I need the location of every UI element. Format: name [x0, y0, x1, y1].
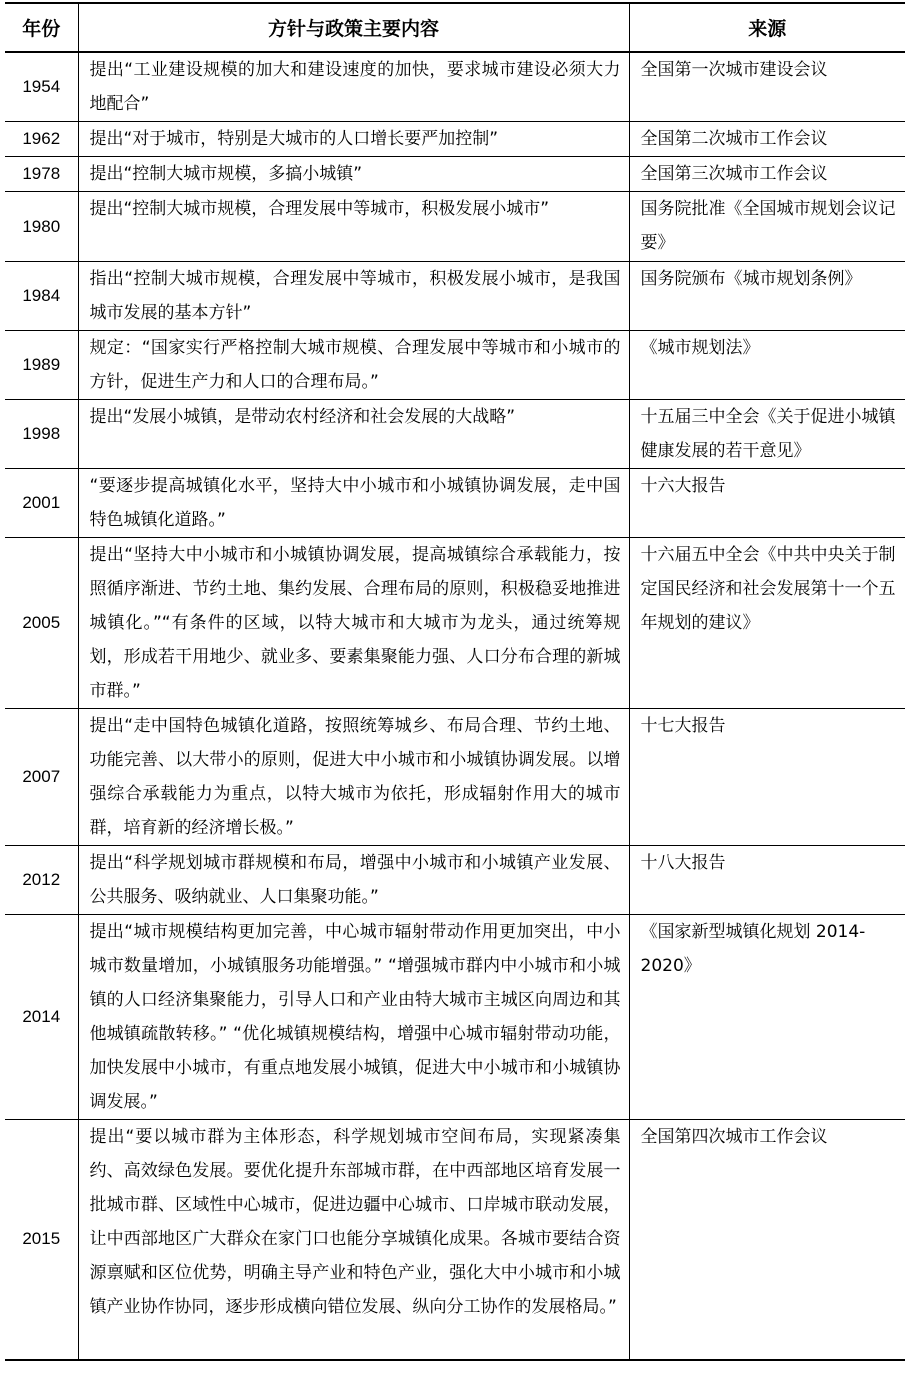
policy-content-cell: 提出“科学规划城市群规模和布局，增强中小城市和小城镇产业发展、公共服务、吸纳就业、人口集聚功能。”	[78, 846, 629, 915]
source-cell: 国务院颁布《城市规划条例》	[629, 262, 905, 331]
policy-content-cell: 提出“发展小城镇，是带动农村经济和社会发展的大战略”	[78, 400, 629, 469]
source-cell: 全国第一次城市建设会议	[629, 52, 905, 122]
year-cell: 1962	[5, 122, 78, 157]
policy-content-cell: 提出“走中国特色城镇化道路，按照统筹城乡、布局合理、节约土地、功能完善、以大带小的原则，促进大中小城市和小城镇协调发展。以增强综合承载能力为重点，以特大城市为依托，形成辐射作用大的城市群，培育新的经济增长极。”	[78, 709, 629, 846]
year-cell: 2005	[5, 538, 78, 709]
year-cell: 1989	[5, 331, 78, 400]
year-cell: 1980	[5, 192, 78, 262]
table-row	[5, 122, 905, 157]
table-row	[5, 1120, 905, 1360]
policy-content-cell: 提出“要以城市群为主体形态，科学规划城市空间布局，实现紧凑集约、高效绿色发展。要优化提升东部城市群，在中西部地区培育发展一批城市群、区域性中心城市，促进边疆中心城市、口岸城市联动发展，让中西部地区广大群众在家门口也能分享城镇化成果。各城市要结合资源禀赋和区位优势，明确主导产业和特色产业，强化大中小城市和小城镇产业协作协同，逐步形成横向错位发展、纵向分工协作的发展格局。”	[78, 1120, 629, 1360]
source-cell: 十七大报告	[629, 709, 905, 846]
policy-content-cell: 规定：“国家实行严格控制大城市规模、合理发展中等城市和小城市的方针，促进生产力和人口的合理布局。”	[78, 331, 629, 400]
source-cell: 全国第三次城市工作会议	[629, 157, 905, 192]
table-row	[5, 192, 905, 262]
table-row	[5, 331, 905, 400]
table-row	[5, 262, 905, 331]
source-cell: 全国第二次城市工作会议	[629, 122, 905, 157]
policy-content-cell: 提出“城市规模结构更加完善，中心城市辐射带动作用更加突出，中小城市数量增加，小城镇服务功能增强。” “增强城市群内中小城市和小城镇的人口经济集聚能力，引导人口和产业由特大城市主城区向周边和其他城镇疏散转移。” “优化城镇规模结构，增强中心城市辐射带动功能，加快发展中小城市，有重点地发展小城镇，促进大中小城市和小城镇协调发展。”	[78, 915, 629, 1120]
table-row	[5, 469, 905, 538]
table-row	[5, 157, 905, 192]
table-row	[5, 538, 905, 709]
source-cell: 《城市规划法》	[629, 331, 905, 400]
policy-content-cell: 提出“坚持大中小城市和小城镇协调发展，提高城镇综合承载能力，按照循序渐进、节约土地、集约发展、合理布局的原则，积极稳妥地推进城镇化。”“有条件的区域，以特大城市和大城市为龙头，通过统筹规划，形成若干用地少、就业多、要素集聚能力强、人口分布合理的新城市群。”	[78, 538, 629, 709]
year-cell: 1978	[5, 157, 78, 192]
policy-content-cell: 提出“控制大城市规模，合理发展中等城市，积极发展小城市”	[78, 192, 629, 262]
source-cell: 十五届三中全会《关于促进小城镇健康发展的若干意见》	[629, 400, 905, 469]
year-column-header: 年份	[5, 3, 78, 52]
year-cell: 1998	[5, 400, 78, 469]
source-cell: 十六届五中全会《中共中央关于制定国民经济和社会发展第十一个五年规划的建议》	[629, 538, 905, 709]
year-cell: 2007	[5, 709, 78, 846]
source-cell: 十六大报告	[629, 469, 905, 538]
source-cell: 国务院批准《全国城市规划会议记要》	[629, 192, 905, 262]
source-cell: 全国第四次城市工作会议	[629, 1120, 905, 1360]
source-cell: 《国家新型城镇化规划 2014-2020》	[629, 915, 905, 1120]
policy-content-cell: “要逐步提高城镇化水平，坚持大中小城市和小城镇协调发展，走中国特色城镇化道路。”	[78, 469, 629, 538]
header-row	[5, 3, 905, 52]
source-cell: 十八大报告	[629, 846, 905, 915]
table-row	[5, 915, 905, 1120]
policy-content-cell: 提出“控制大城市规模，多搞小城镇”	[78, 157, 629, 192]
year-cell: 2012	[5, 846, 78, 915]
year-cell: 1984	[5, 262, 78, 331]
table-row	[5, 846, 905, 915]
policy-content-cell: 指出“控制大城市规模，合理发展中等城市，积极发展小城市，是我国城市发展的基本方针”	[78, 262, 629, 331]
content-column-header: 方针与政策主要内容	[78, 3, 629, 52]
year-cell: 2001	[5, 469, 78, 538]
table-row	[5, 52, 905, 122]
policy-content-cell: 提出“工业建设规模的加大和建设速度的加快，要求城市建设必须大力地配合”	[78, 52, 629, 122]
table-row	[5, 709, 905, 846]
table-row	[5, 400, 905, 469]
policy-content-cell: 提出“对于城市，特别是大城市的人口增长要严加控制”	[78, 122, 629, 157]
year-cell: 2015	[5, 1120, 78, 1360]
year-cell: 1954	[5, 52, 78, 122]
source-column-header: 来源	[629, 3, 905, 52]
year-cell: 2014	[5, 915, 78, 1120]
policy-table	[5, 2, 905, 1361]
